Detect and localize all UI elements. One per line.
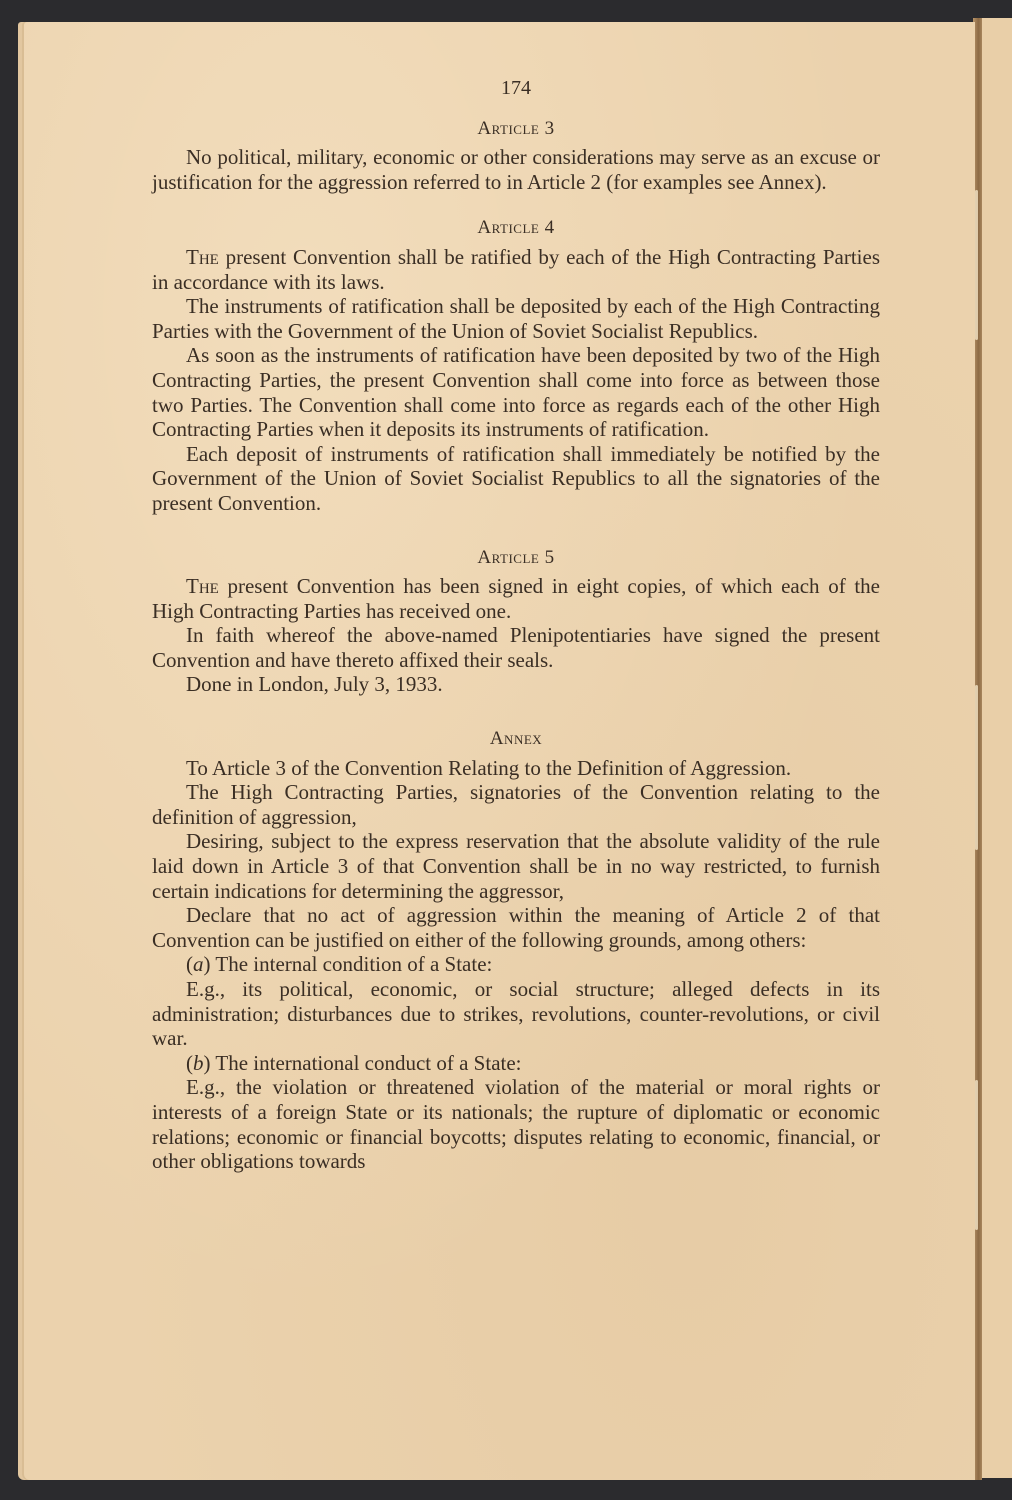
paragraph: No political, military, economic or other considerations may serve as an excuse or justification for the aggression referred to in Article 2 (for examples see Annex).	[152, 145, 880, 194]
lead-word: The	[186, 244, 219, 269]
paragraph: The present Convention has been signed in eight copies, of which each of the High Contracting Parties has received one.	[152, 574, 880, 623]
paragraph: The present Convention shall be ratified by each of the High Contracting Parties in accordance with its laws.	[152, 244, 880, 294]
article-3-heading: Article 3	[477, 117, 555, 139]
article-5	[152, 546, 880, 698]
paper-crease	[975, 190, 978, 340]
item-label: a	[193, 952, 204, 977]
article-4-heading: Article 4	[477, 217, 555, 239]
paragraph: Each deposit of instruments of ratification shall immediately be notified by the Government of the Union of Soviet Socialist Republics to all the signatories of the present Convention.	[152, 441, 880, 515]
item-label: b	[193, 1050, 204, 1075]
paragraph: In faith whereof the above-named Plenipotentiaries have signed the present Convention and have thereto affixed their seals.	[152, 623, 880, 672]
page-number: 174	[501, 77, 531, 99]
adjacent-page-edge	[982, 18, 1012, 1478]
article-4	[152, 216, 880, 515]
list-item-b: (b) The international conduct of a State:	[186, 1050, 522, 1075]
article-3	[152, 117, 880, 195]
article-5-heading: Article 5	[477, 546, 555, 568]
paragraph: The High Contracting Parties, signatories of the Convention relating to the definition of aggression,	[152, 780, 880, 829]
paragraph: To Article 3 of the Convention Relating to the Definition of Aggression.	[186, 755, 792, 780]
paragraph: E.g., the violation or threatened violation of the material or moral rights or interests of a foreign State or its nationals; the rupture of diplomatic or economic relations; economic or financial boycotts; disputes relating to economic, financial, or other obligations towards	[152, 1075, 880, 1174]
paragraph: E.g., its political, economic, or social structure; alleged defects in its administration; disturbances due to strikes, revolutions, counter-revolutions, or civil war.	[152, 977, 880, 1051]
paragraph: As soon as the instruments of ratification have been deposited by two of the High Contracting Parties, the present Convention shall come into force as between those two Parties. The Convention shall come into force as regards each of the other High Contracting Parties when it deposits its instruments of ratification.	[152, 343, 880, 442]
lead-word: The	[186, 574, 219, 599]
paragraph: The instruments of ratification shall be deposited by each of the High Contracting Parties with the Government of the Union of Soviet Socialist Republics.	[152, 294, 880, 343]
paragraph: Declare that no act of aggression within the meaning of Article 2 of that Convention can be justified on either of the following grounds, among others:	[152, 903, 880, 952]
annex	[152, 727, 880, 1174]
paragraph: Done in London, July 3, 1933.	[186, 672, 443, 697]
paper-crease	[975, 1080, 978, 1230]
page-text	[152, 76, 880, 1174]
paragraph: Desiring, subject to the express reservation that the absolute validity of the rule laid down in Article 3 of that Convention shall be in no way restricted, to furnish certain indications for determining the aggressor,	[152, 829, 880, 903]
list-item-a: (a) The internal condition of a State:	[186, 952, 493, 977]
paper-crease	[975, 685, 978, 850]
annex-heading: Annex	[489, 728, 543, 750]
